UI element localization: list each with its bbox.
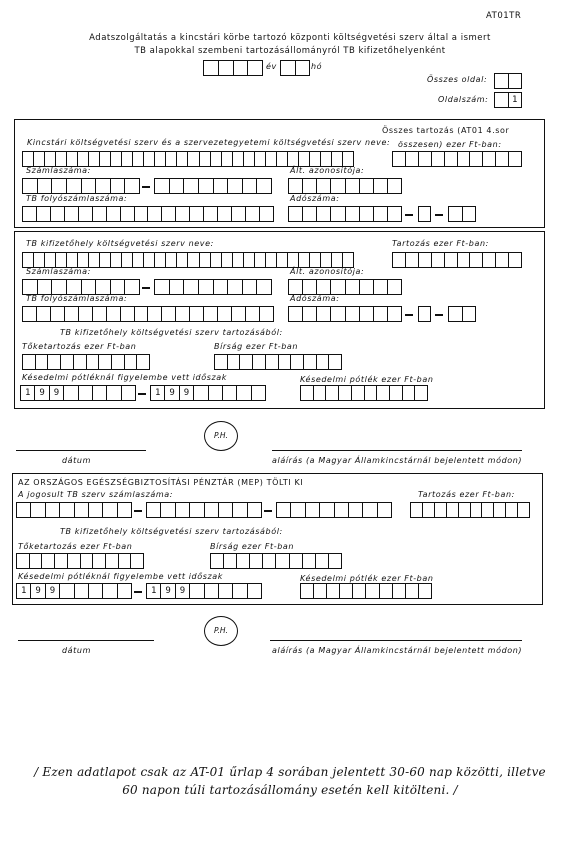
stamp-placeholder-2: P.H. [204, 616, 238, 646]
account-field-2a[interactable] [22, 279, 140, 295]
org-name-label-2: TB kifizetőhely költségvetési szerv neve: [26, 239, 214, 248]
account-field-3a[interactable] [16, 502, 132, 518]
org-name-label: Kincstári költségvetési szerv és a szervezetegyetemi költségvetési szerv neve: [27, 138, 391, 147]
dash [435, 314, 443, 316]
dash [138, 393, 146, 395]
month-label: hó [311, 62, 323, 71]
debt-field-3[interactable] [410, 502, 530, 518]
tax-no-field-2c[interactable] [448, 306, 476, 322]
tax-no-field-2b[interactable] [418, 306, 431, 322]
principal-label-2: Tőketartozás ezer Ft-ban [22, 342, 137, 351]
date-line [16, 450, 146, 451]
tax-id-label: Ált. azonosítója: [290, 166, 365, 175]
fine-label-2: Bírság ezer Ft-ban [214, 342, 299, 351]
tax-id-field[interactable] [288, 178, 402, 194]
sub-title-2: TB kifizetőhely költségvetési szerv tartozásából: [60, 328, 283, 337]
year-field[interactable] [203, 60, 263, 76]
form-title-line2: TB alapokkal szembeni tartozásállományról TB kifizetőhelyenként [134, 46, 446, 56]
dash [142, 186, 150, 188]
signature-line [272, 450, 522, 451]
tax-no-field-2a[interactable] [288, 306, 402, 322]
account-label-3: A jogosult TB szerv számlaszáma: [18, 490, 174, 499]
total-debt-label: Összes tartozás (AT01 4.sor [382, 126, 510, 135]
period-start-field-2[interactable]: 1 9 9 [20, 385, 136, 401]
tax-no-field-1[interactable] [288, 206, 402, 222]
signature-line-2 [270, 640, 522, 641]
fine-field-2[interactable] [214, 354, 342, 370]
late-fee-label-2: Késedelmi pótlék ezer Ft-ban [300, 375, 434, 384]
month-field[interactable] [280, 60, 310, 76]
account-field-2[interactable] [154, 178, 272, 194]
page-no-label: Oldalszám: [438, 95, 489, 104]
dash [142, 287, 150, 289]
account-field-1[interactable] [22, 178, 140, 194]
form-title-line1: Adatszolgáltatás a kincstári körbe tartozó központi költségvetési szerv által a ismert [89, 33, 491, 43]
tax-id-label-2: Ált. azonosítója: [290, 267, 365, 276]
tax-no-field-3[interactable] [448, 206, 476, 222]
principal-field-3[interactable] [16, 553, 144, 569]
tax-no-label: Adószáma: [290, 194, 340, 203]
fine-label-3: Bírság ezer Ft-ban [210, 542, 295, 551]
account-field-3c[interactable] [276, 502, 392, 518]
dash [435, 214, 443, 216]
footer-note-line2: 60 napon túli tartozásállomány esetén kell kitölteni. / [122, 783, 458, 797]
footer-note-line1: / Ezen adatlapot csak az AT-01 űrlap 4 sorában jelentett 30-60 nap közötti, illetve [34, 765, 546, 779]
account-field-3b[interactable] [146, 502, 262, 518]
late-fee-label-3: Késedelmi pótlék ezer Ft-ban [300, 574, 434, 583]
tb-account-label-2: TB folyószámlaszáma: [26, 294, 128, 303]
dash [405, 314, 413, 316]
form-code: AT01TR [486, 11, 522, 21]
date-label-2: dátum [62, 646, 91, 655]
debt-label-3: Tartozás ezer Ft-ban: [418, 490, 515, 499]
total-pages-label: Összes oldal: [427, 75, 488, 84]
account-label-2: Számlaszáma: [26, 267, 91, 276]
date-label: dátum [62, 456, 91, 465]
subtotal-label: összesen) ezer Ft-ban: [398, 140, 502, 149]
tb-account-label: TB folyószámlaszáma: [26, 194, 128, 203]
total-pages-field[interactable] [494, 73, 522, 89]
signature-label: aláírás (a Magyar Államkincstárnál bejelentett módon) [272, 456, 523, 465]
principal-label-3: Tőketartozás ezer Ft-ban [18, 542, 133, 551]
org-name-field-2[interactable] [22, 252, 354, 268]
dash [405, 214, 413, 216]
period-start-field-3[interactable]: 1 9 9 [16, 583, 132, 599]
date-line-2 [18, 640, 154, 641]
period-end-field-2[interactable]: 1 9 9 [150, 385, 266, 401]
account-label: Számlaszáma: [26, 166, 91, 175]
dash [134, 510, 142, 512]
tb-account-field[interactable] [22, 206, 274, 222]
sub-title-3: TB kifizetőhely költségvetési szerv tartozásából: [60, 527, 283, 536]
org-name-field[interactable] [22, 151, 354, 167]
signature-label-2: aláírás (a Magyar Államkincstárnál bejelentett módon) [272, 646, 523, 655]
dash [134, 591, 142, 593]
tax-no-label-2: Adószáma: [290, 294, 340, 303]
late-fee-field-2[interactable] [300, 385, 428, 401]
year-label: év [266, 62, 277, 71]
dash [264, 510, 272, 512]
account-field-2b[interactable] [154, 279, 272, 295]
tb-account-field-2[interactable] [22, 306, 274, 322]
fine-field-3[interactable] [210, 553, 342, 569]
stamp-placeholder: P.H. [204, 421, 238, 451]
period-label-2: Késedelmi pótléknál figyelembe vett időszak [22, 373, 228, 382]
section-mep-title: AZ ORSZÁGOS EGÉSZSÉGBIZTOSÍTÁSI PÉNZTÁR (MEP) TÖLTI KI [18, 478, 304, 487]
tax-no-field-2[interactable] [418, 206, 431, 222]
period-end-field-3[interactable]: 1 9 9 [146, 583, 262, 599]
debt-field-2[interactable] [392, 252, 522, 268]
period-label-3: Késedelmi pótléknál figyelembe vett időszak [18, 572, 224, 581]
tax-id-field-2[interactable] [288, 279, 402, 295]
principal-field-2[interactable] [22, 354, 150, 370]
total-debt-field[interactable] [392, 151, 522, 167]
late-fee-field-3[interactable] [300, 583, 432, 599]
page-no-field[interactable]: 1 [494, 92, 522, 108]
debt-label-2: Tartozás ezer Ft-ban: [392, 239, 489, 248]
